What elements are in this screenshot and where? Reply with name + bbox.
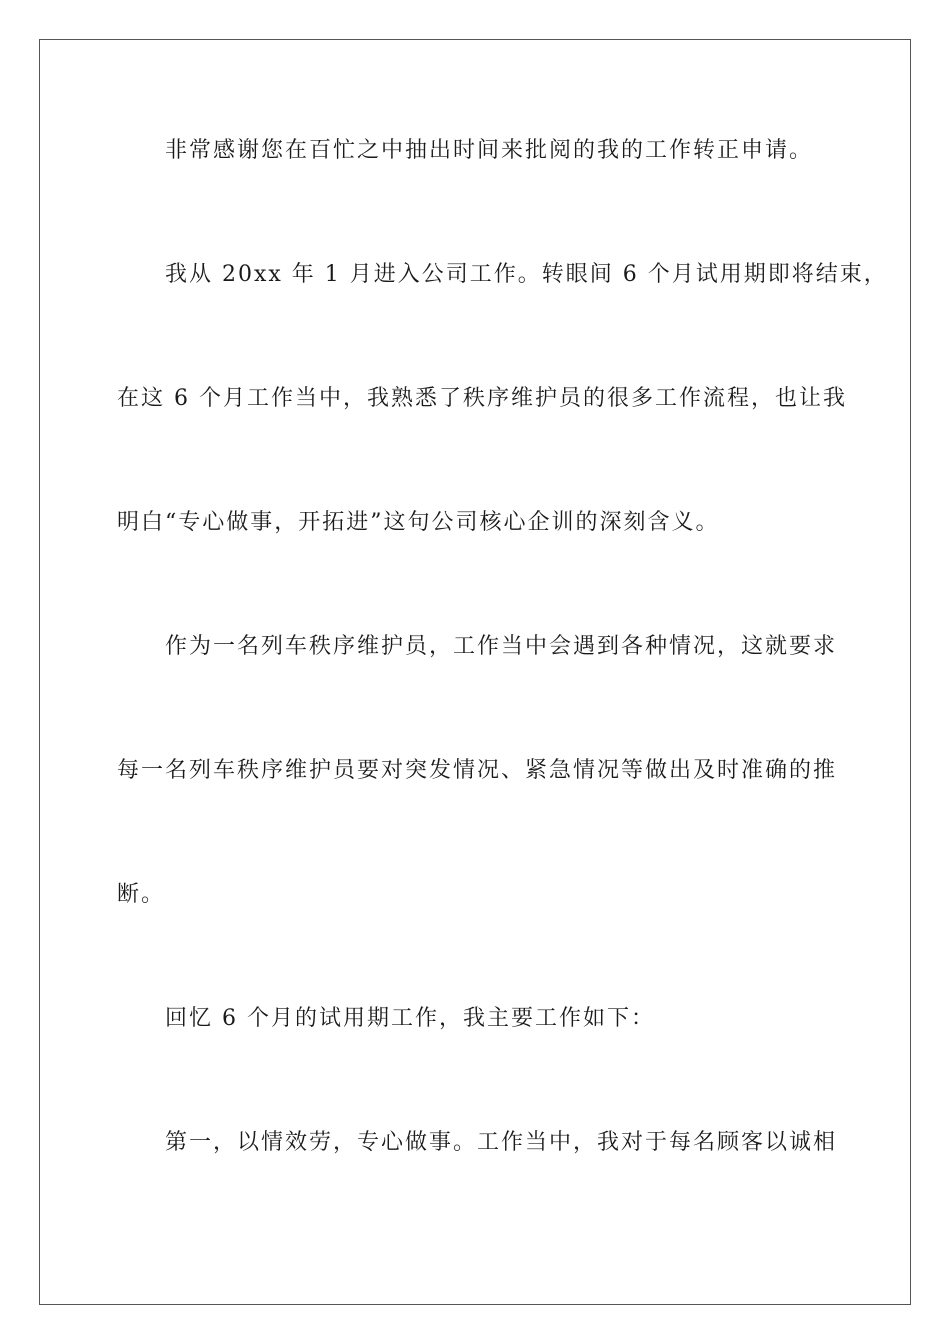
paragraph-line: 作为一名列车秩序维护员，工作当中会遇到各种情况，这就要求	[165, 634, 838, 659]
paragraph-line: 在这 6 个月工作当中，我熟悉了秩序维护员的很多工作流程，也让我	[117, 386, 847, 411]
paragraph-line: 回忆 6 个月的试用期工作，我主要工作如下：	[165, 1006, 655, 1031]
paragraph-line: 非常感谢您在百忙之中抽出时间来批阅的我的工作转正申请。	[165, 138, 814, 163]
paragraph-line: 每一名列车秩序维护员要对突发情况、紧急情况等做出及时准确的推	[117, 758, 838, 783]
paragraph-line: 我从 20xx 年 1 月进入公司工作。转眼间 6 个月试用期即将结束，	[165, 262, 888, 287]
paragraph-line: 明白“专心做事，开拓进”这句公司核心企训的深刻含义。	[117, 510, 720, 535]
page-border	[39, 39, 911, 1305]
paragraph-line: 第一，以情效劳，专心做事。工作当中，我对于每名顾客以诚相	[165, 1130, 838, 1155]
paragraph-line: 断。	[117, 882, 166, 907]
